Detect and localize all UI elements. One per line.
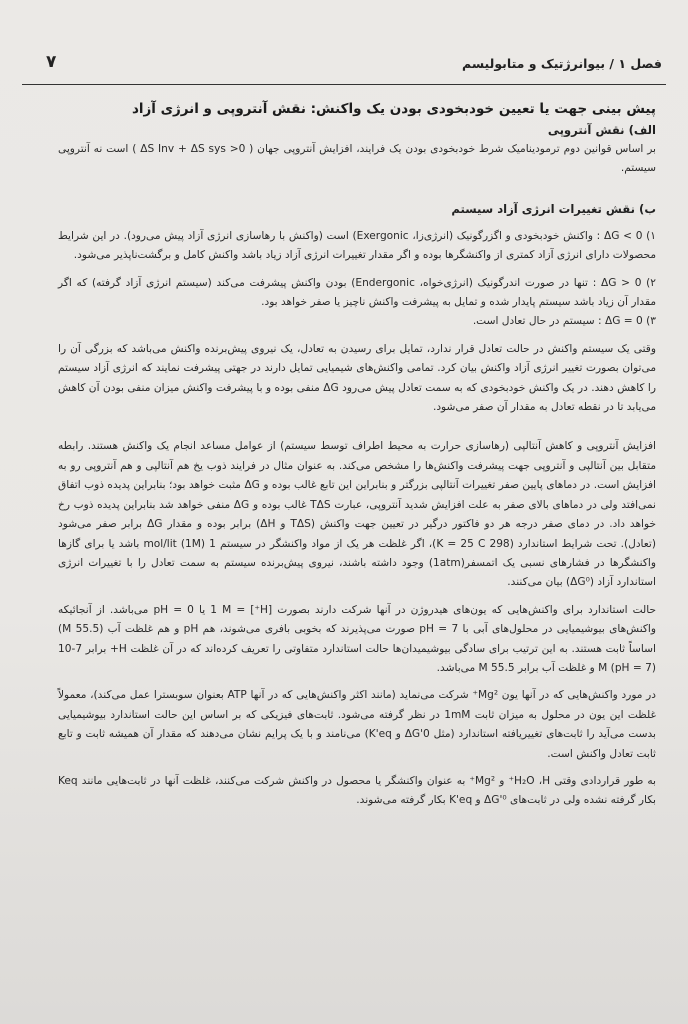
list-item-exergonic: ۱) ΔG < 0 : واکنش خودبخودی و اگزرگونیک (انرژی‌زا، Exergonic) است (واکنش با رهاسازی انرژی آزاد پیش می‌رود). در این شرایط محصولات دارای انرژی آزاد کمتری از واکنشگرها بوده و اگر مقدار تغییرات انرژی آزاد زیاد باشد واکنش کامل و برگشت‌ناپذیر می‌شود. xyxy=(58,229,656,262)
paragraph-standard-state: حالت استاندارد برای واکنش‌هایی که یون‌های هیدروژن در آنها شرکت دارند بصورت [H⁺] = 1 M یا pH = 0 می‌باشد. از آنجائیکه واکنش‌های بیوشیمیایی در محلول‌های آبی با pH = 7 صورت می‌پذیرند که بخوبی بافری می‌شوند، هم pH و هم غلظت آب (55.5 M) اساساً ثابت هستند. به این ترتیب برای سادگی بیوشیمیدان‌ها حالت استاندارد متفاوتی را تعریف کرده‌اند که در آن غلظت H+ برابر 7-10 M (pH = 7) و غلظت آب برابر 55.5 M می‌باشد. xyxy=(58,603,657,674)
paragraph-magnesium: در مورد واکنش‌هایی که در آنها یون Mg²⁺ شرکت می‌نماید (مانند اکثر واکنش‌هایی که در آنها ATP بعنوان سوبسترا عمل می‌کند)، معمولاً غلظت این یون در محلول به میزان ثابت 1mM در نظر گرفته می‌شود. ثابت‌های فیزیکی که بر اساس این حالت استاندارد بیوشیمیایی بدست می‌آید را ثابت‌های تغییریافته استاندارد (مثل ΔG'0 و K'eq) می‌نامند و با یک پرایم نشان می‌دهند که مقدار آن همیشه ثابت و تابع ثابت تعادل واکنش است. xyxy=(58,689,657,760)
header-divider xyxy=(22,84,666,85)
section-title: پیش بینی جهت یا تعیین خودبخودی بودن یک واکنش: نقش آنتروپی و انرژی آزاد xyxy=(131,101,656,117)
running-header xyxy=(22,50,666,84)
page-number: ۷ xyxy=(46,52,57,72)
paragraph-enthalpy-entropy: افزایش آنتروپی و کاهش آنتالپی (رهاسازی حرارت به محیط اطراف توسط سیستم) از عوامل مساعد انجام یک واکنش هستند. رابطه متقابل بین آنتالپی و آنتروپی جهت پیشرفت واکنش‌ها را مشخص می‌کند. به عنوان مثال در فرایند ذوب یخ هم آنتالپی و هم آنتروپی رو به افزایش است. در دماهای پایین صفر تغییرات آنتالپی بزرگتر و بنابراین این تابع غالب بوده و ΔG مثبت خواهد بود؛ بنابراین پدیده ذوب اتفاق نمی‌افتد ولی در دماهای بالای صفر به علت افزایش شدید آنتروپی، عبارت TΔS غالب بوده و ΔG منفی خواهد شد بنابراین پدیده ذوب رخ خواهد داد. در دمای صفر درجه هر دو فاکتور درگیر در تعیین جهت واکنش (TΔS و ΔH) برابر بوده و مقدار ΔG برابر صفر می‌شود (تعادل). تحت شرایط استاندارد (298 K = 25 C)، اگر غلظت هر یک از مواد واکنشگر در سیستم 1 mol/lit (1M) باشد یا برای گازها واکنشگرها در فشارهای نسبی یک اتمسفر(1atm) وجود داشته باشند، نیروی پیش‌برنده سیستم به سمت تعادل را با تغییرات انرژی استاندارد آزاد (ΔG⁰) بیان می‌کنند. xyxy=(58,440,657,589)
paragraph-equilibrium: وقتی یک سیستم واکنش در حالت تعادل قرار ندارد، تمایل برای رسیدن به تعادل، یک نیروی پیش‌برنده واکنش می‌باشد که بزرگی آن را می‌توان بصورت تغییر انرژی آزاد واکنش بیان کرد. تمامی واکنش‌های شیمیایی تمایل دارند در جهتی پیشرفت نمایند که انرژی آزاد سیستم را کاهش دهند. در یک واکنش خودبخودی که به سمت تعادل پیش می‌رود ΔG منفی بوده و با پیشرفت واکنش میزان منفی بودن آن کاهش می‌یابد تا در نقطه تعادل به مقدار آن صفر می‌شود. xyxy=(58,342,656,414)
paragraph-convention: به طور قراردادی وقتی H₂O ،H⁺ و Mg²⁺ به عنوان واکنشگر یا محصول در واکنش شرکت می‌کنند، غلظت آنها در ثابت‌هایی مانند Keq بکار گرفته نشده ولی در ثابت‌های ΔG'⁰ و K'eq بکار گرفته می‌شوند. xyxy=(58,774,656,807)
paragraph-entropy: بر اساس قوانین دوم ترمودینامیک شرط خودبخودی بودن یک فرایند، افزایش آنتروپی جهان ( ΔS Inv + ΔS sys >0 ) است نه آنتروپی سیستم. xyxy=(58,143,656,175)
subheading-entropy: الف) نقش آنتروپی xyxy=(547,123,656,137)
page-content xyxy=(58,98,656,811)
subheading-free-energy: ب) نقش تغییرات انرژی آزاد سیستم xyxy=(451,201,656,216)
list-item-equilibrium: ۳) ΔG = 0 : سیستم در حال تعادل است. xyxy=(472,315,656,328)
chapter-title: فصل ۱ / بیوانرژتیک و متابولیسم xyxy=(462,56,662,71)
list-item-endergonic: ۲) ΔG > 0 : تنها در صورت اندرگونیک (انرژی‌خواه، Endergonic) بودن واکنش پیشرفت می‌کند (سیستم انرژی آزاد گرفته) که اگر مقدار آن زیاد باشد سیستم پایدار شده و تمایل به پیشرفت واکنش ناچیز یا صفر خواهد بود. xyxy=(58,276,656,309)
